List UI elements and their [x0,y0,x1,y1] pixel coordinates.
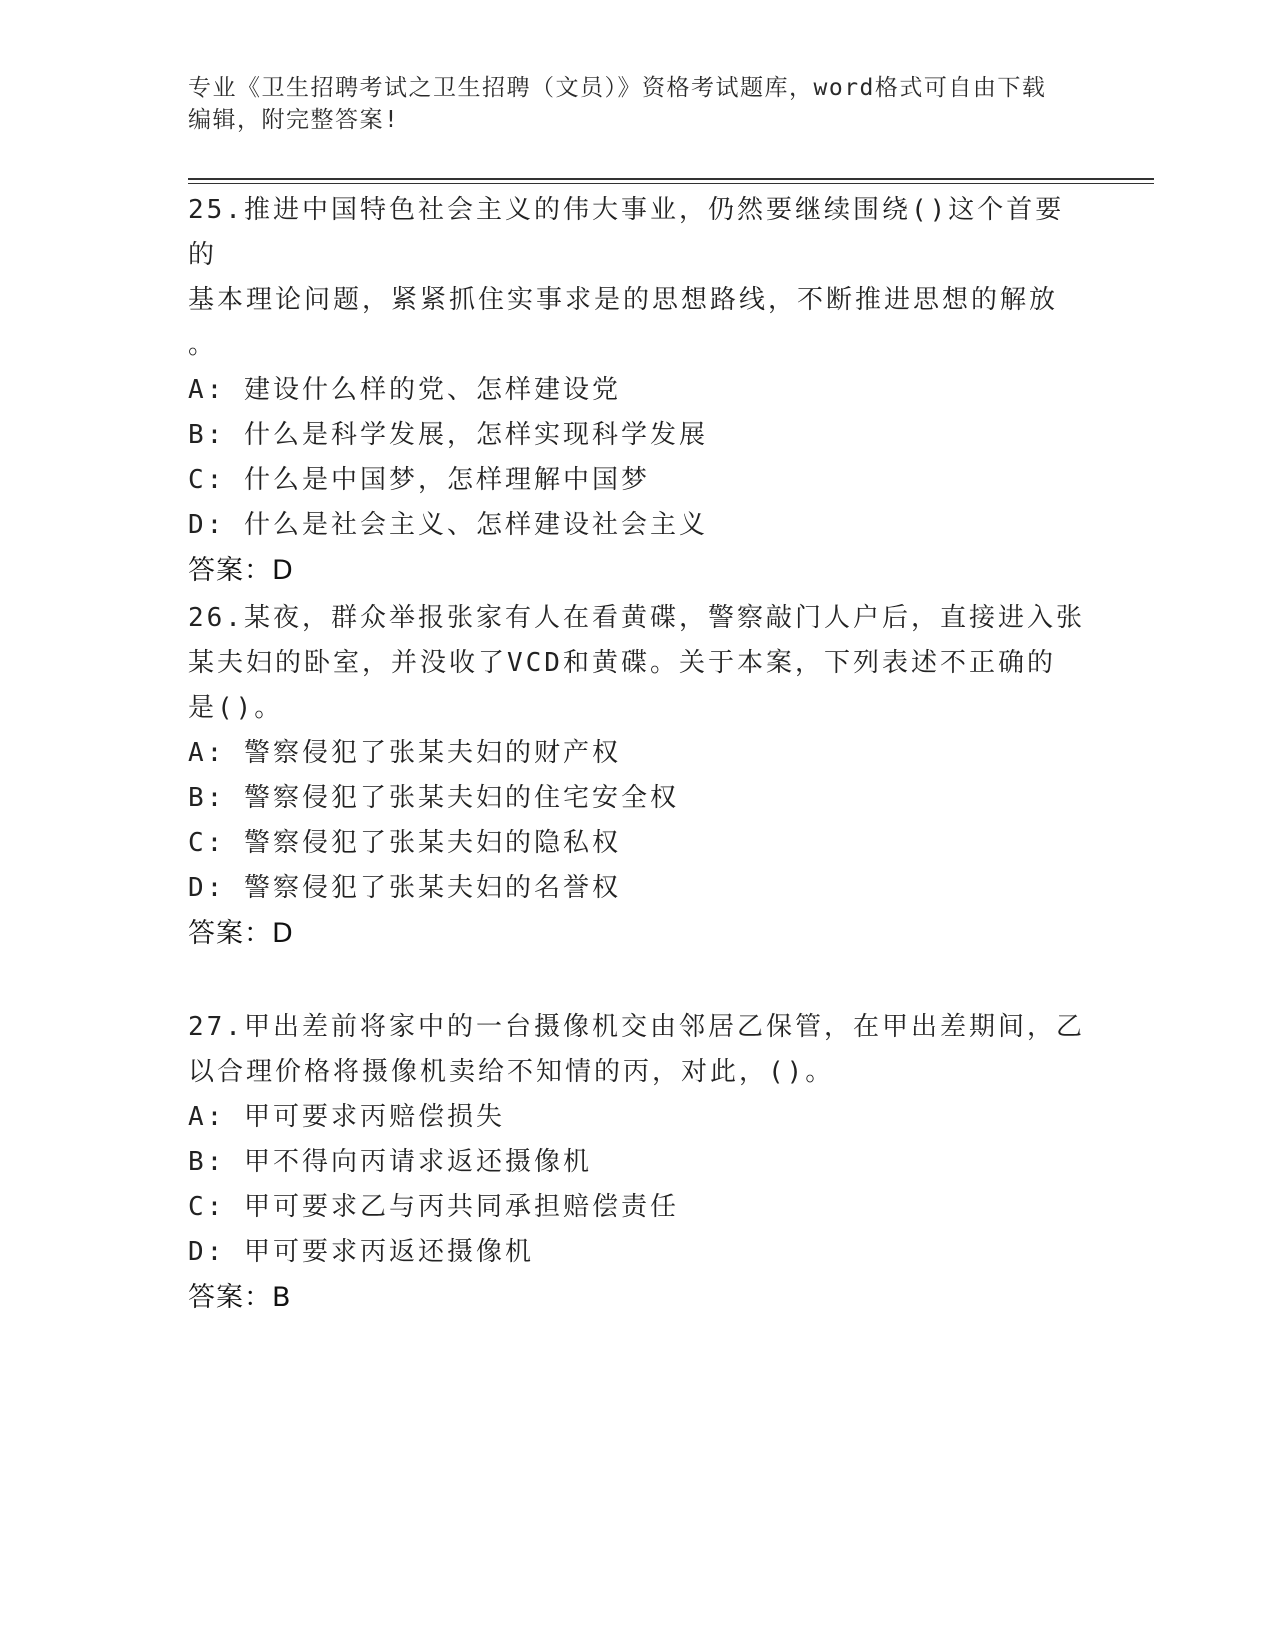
header-divider-thick [188,178,1154,180]
stem-line: 25.推进中国特色社会主义的伟大事业，仍然要继续围绕()这个首要的 [188,195,1065,270]
stem-line: 26.某夜，群众举报张家有人在看黄碟，警察敲门人户后，直接进入张 [188,603,1085,633]
question-stem [188,1005,1088,1095]
stem-line: 27.甲出差前将家中的一台摄像机交由邻居乙保管，在甲出差期间，乙 [188,1012,1085,1042]
document-header [188,72,1068,136]
option-a: A: 警察侵犯了张某夫妇的财产权 [188,738,621,768]
option-a: A: 建设什么样的党、怎样建设党 [188,375,621,405]
option-b: B: 警察侵犯了张某夫妇的住宅安全权 [188,783,679,813]
stem-line: 。 [188,330,218,360]
question-26 [188,596,1088,957]
stem-line: 以合理价格将摄像机卖给不知情的丙，对此，()。 [188,1057,835,1087]
option-d: D: 甲可要求丙返还摄像机 [188,1237,534,1267]
header-line-1: 专业《卫生招聘考试之卫生招聘（文员）》资格考试题库，word格式可自由下载 [188,75,1047,101]
header-divider-thin [188,183,1154,184]
answer-line: 答案：D [188,918,294,949]
question-25 [188,188,1088,594]
stem-line: 某夫妇的卧室，并没收了VCD和黄碟。关于本案，下列表述不正确的 [188,648,1056,678]
stem-line: 是()。 [188,693,284,723]
stem-line: 基本理论问题，紧紧抓住实事求是的思想路线，不断推进思想的解放 [188,285,1059,315]
option-c: C: 警察侵犯了张某夫妇的隐私权 [188,828,621,858]
header-line-2: 编辑，附完整答案! [188,107,400,133]
question-stem [188,596,1088,731]
option-d: D: 什么是社会主义、怎样建设社会主义 [188,510,708,540]
answer-line: 答案：B [188,1282,292,1313]
option-b: B: 什么是科学发展，怎样实现科学发展 [188,420,708,450]
option-c: C: 甲可要求乙与丙共同承担赔偿责任 [188,1192,679,1222]
question-stem [188,188,1088,368]
answer-line: 答案：D [188,555,294,586]
option-c: C: 什么是中国梦，怎样理解中国梦 [188,465,650,495]
question-27 [188,1005,1088,1321]
option-b: B: 甲不得向丙请求返还摄像机 [188,1147,592,1177]
option-a: A: 甲可要求丙赔偿损失 [188,1102,505,1132]
option-d: D: 警察侵犯了张某夫妇的名誉权 [188,873,621,903]
